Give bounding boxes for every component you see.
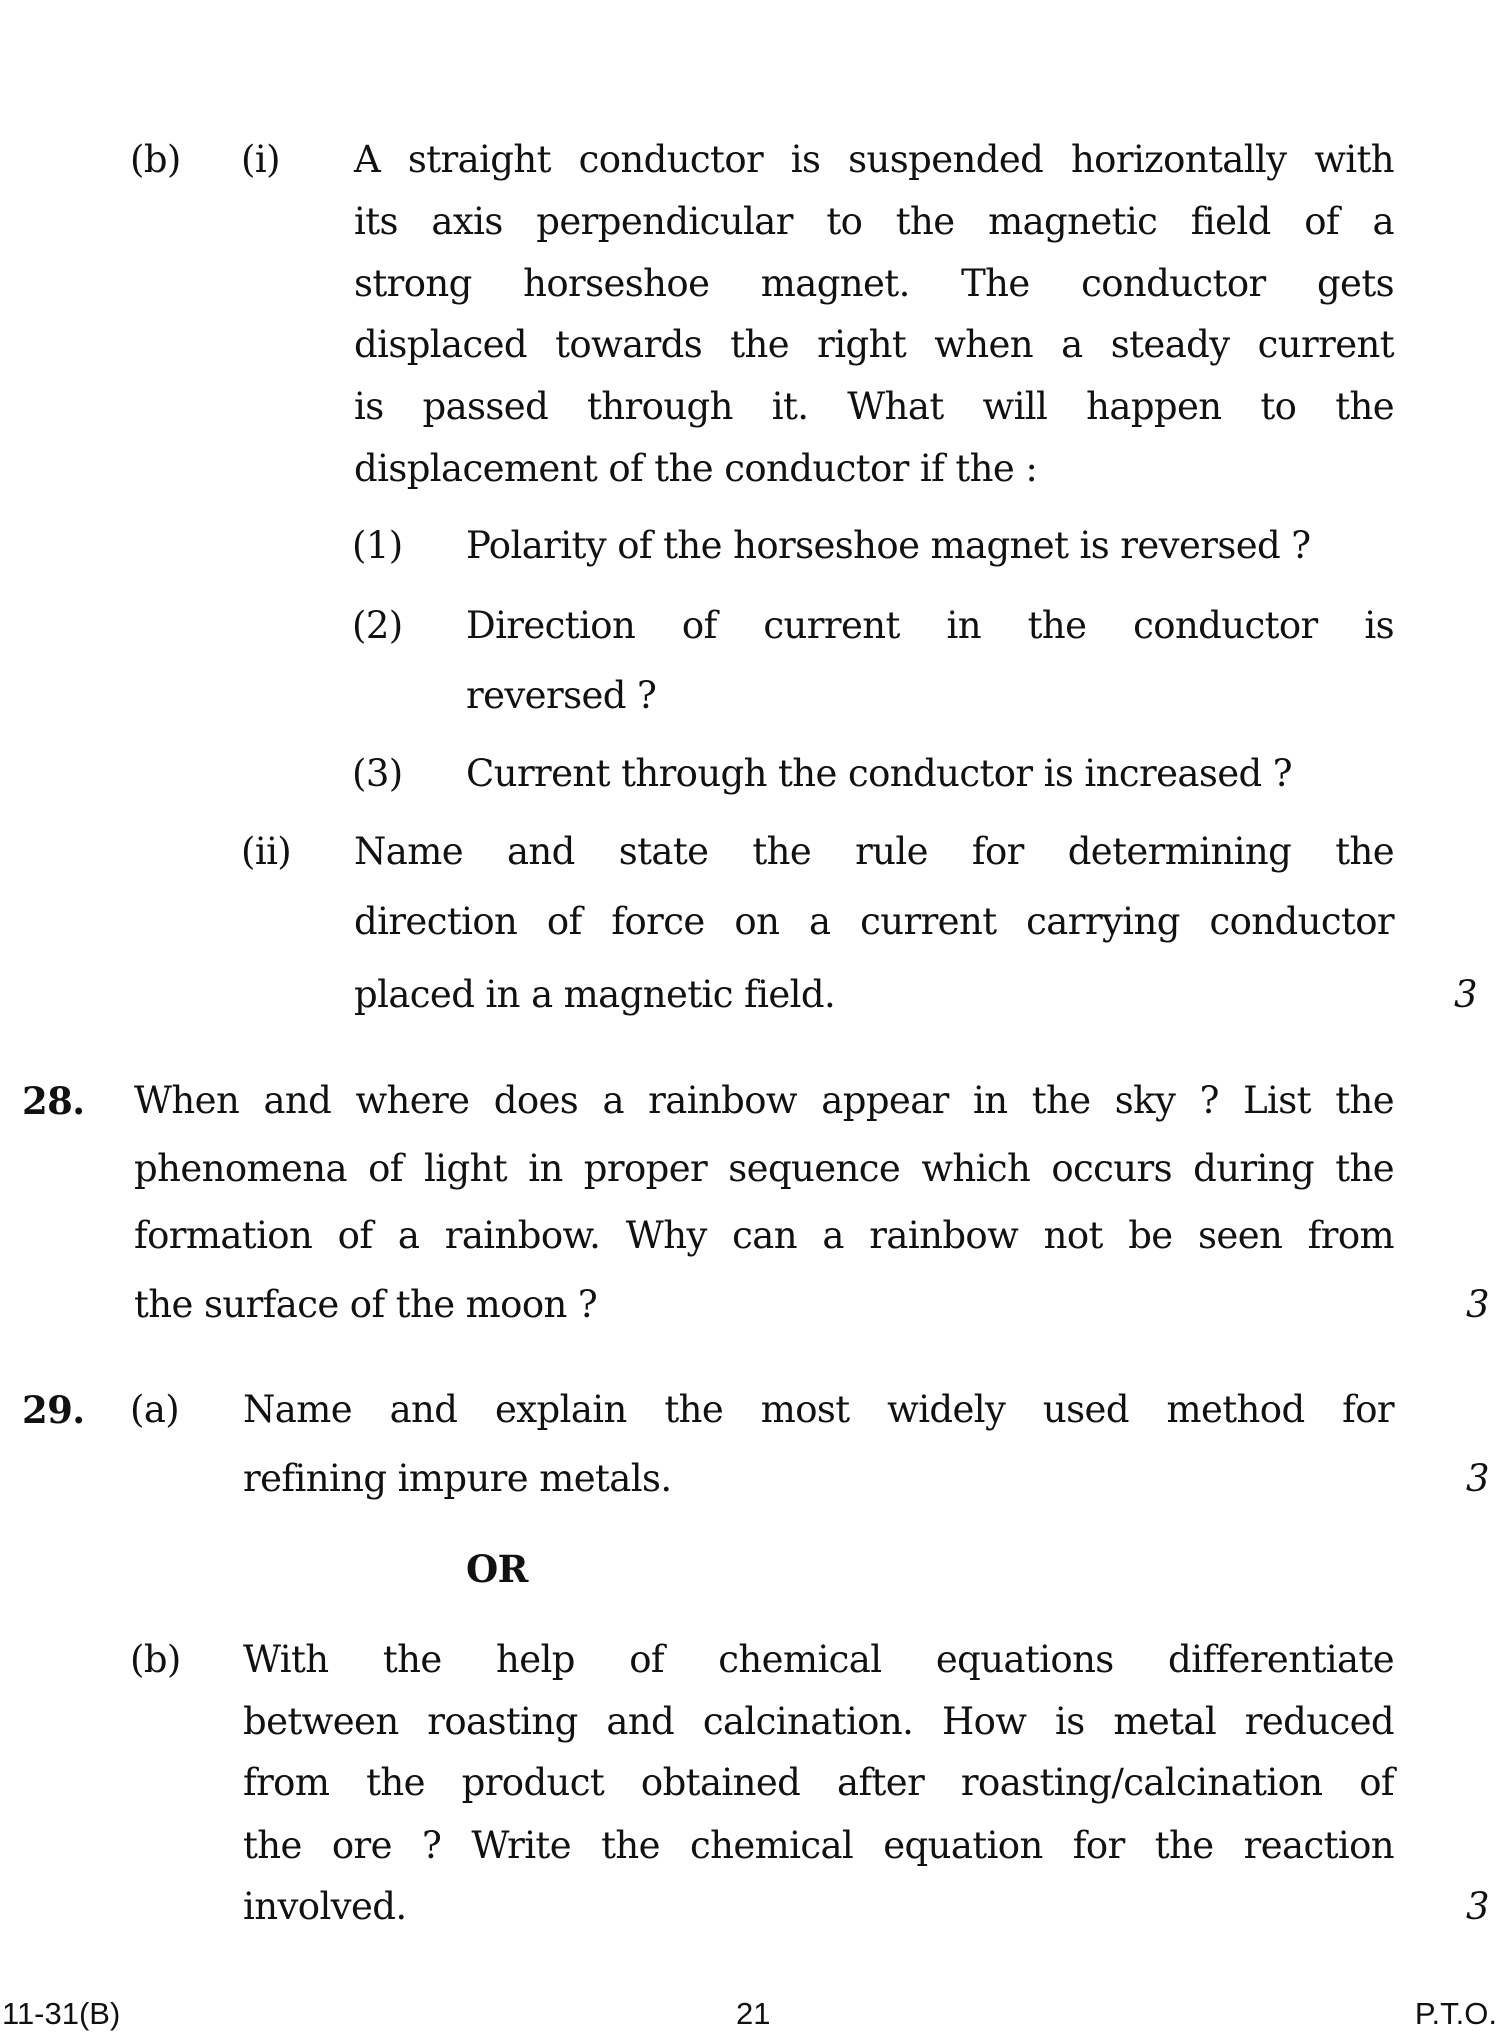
text-line: placed in a magnetic field.: [354, 973, 836, 1016]
sub-label-3: (3): [352, 752, 403, 795]
sub-label-1: (1): [352, 524, 403, 567]
page-number: 21: [736, 1996, 771, 2031]
text-line: reversed ?: [466, 674, 657, 717]
pto-label: P.T.O.: [1414, 1996, 1497, 2031]
text-line: between roasting and calcination. How is metal reduced: [243, 1700, 1394, 1743]
text-line: is passed through it. What will happen to the: [354, 385, 1394, 428]
part-label-b: (b): [130, 1638, 181, 1681]
text-line: formation of a rainbow. Why can a rainbow not be seen from: [134, 1214, 1394, 1257]
marks: 3: [1454, 973, 1477, 1016]
paper-code: 11-31(B): [2, 1996, 121, 2031]
part-label-a: (a): [130, 1388, 180, 1431]
or-separator: OR: [466, 1547, 528, 1591]
marks: 3: [1466, 1885, 1489, 1928]
text-line: strong horseshoe magnet. The conductor gets: [354, 262, 1394, 305]
text-line: When and where does a rainbow appear in the sky ? List the: [134, 1079, 1394, 1122]
text-line: Polarity of the horseshoe magnet is reversed ?: [466, 524, 1311, 567]
part-label-i: (i): [241, 138, 280, 181]
text-line: Name and explain the most widely used method for: [243, 1388, 1394, 1431]
text-line: the ore ? Write the chemical equation for the reaction: [243, 1824, 1394, 1867]
text-line: its axis perpendicular to the magnetic field of a: [354, 200, 1394, 243]
question-number: 29.: [22, 1388, 85, 1432]
text-line: displaced towards the right when a steady current: [354, 323, 1394, 366]
sub-label-2: (2): [352, 604, 403, 647]
text-line: displacement of the conductor if the :: [354, 447, 1038, 490]
text-line: involved.: [243, 1885, 407, 1928]
text-line: the surface of the moon ?: [134, 1283, 598, 1326]
question-number: 28.: [22, 1079, 85, 1123]
text-line: Direction of current in the conductor is: [466, 604, 1394, 647]
text-line: A straight conductor is suspended horizontally with: [354, 138, 1394, 181]
part-label-b: (b): [130, 138, 181, 181]
text-line: Current through the conductor is increased ?: [466, 752, 1293, 795]
text-line: refining impure metals.: [243, 1457, 672, 1500]
text-line: Name and state the rule for determining the: [354, 830, 1394, 873]
text-line: phenomena of light in proper sequence which occurs during the: [134, 1147, 1394, 1190]
marks: 3: [1466, 1457, 1489, 1500]
text-line: With the help of chemical equations differentiate: [243, 1638, 1394, 1681]
text-line: from the product obtained after roasting/calcination of: [243, 1761, 1394, 1804]
text-line: direction of force on a current carrying conductor: [354, 900, 1394, 943]
marks: 3: [1466, 1283, 1489, 1326]
part-label-ii: (ii): [241, 830, 292, 873]
